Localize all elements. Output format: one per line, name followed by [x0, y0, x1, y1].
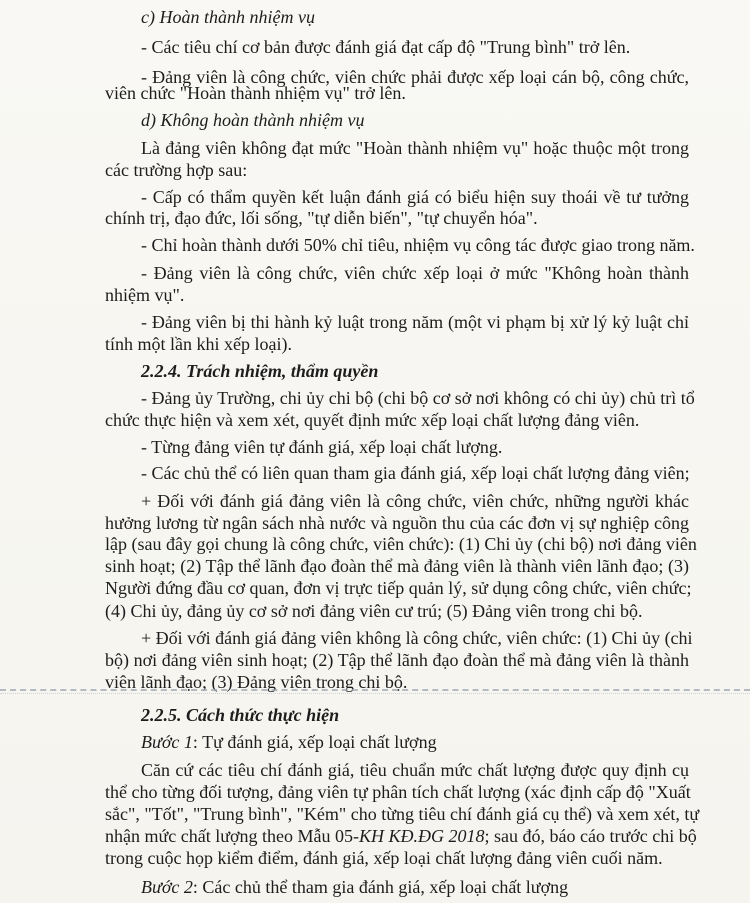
paragraph-line: Căn cứ các tiêu chí đánh giá, tiêu chuẩn mức chất lượng được quy định cụ: [141, 760, 689, 780]
step-2-label: Bước 2: [141, 877, 193, 897]
step-1-text: : Tự đánh giá, xếp loại chất lượng: [192, 732, 437, 752]
paragraph-line: (4) Chi ủy, đảng ủy cơ sở nơi đảng viên cư trú; (5) Đảng viên trong chi bộ.: [105, 601, 643, 621]
page-break-divider: [0, 689, 750, 691]
paragraph-line: viên chức "Hoàn thành nhiệm vụ" trở lên.: [105, 83, 406, 103]
paragraph-line: - Đảng viên là công chức, viên chức phải được xếp loại cán bộ, công chức,: [141, 67, 689, 87]
paragraph-line: các trường hợp sau:: [105, 160, 248, 180]
paragraph-line: thể cho từng đối tượng, đảng viên tự phân tích chất lượng (xác định cấp độ "Xuất: [105, 782, 691, 802]
paragraph-line: - Các chủ thể có liên quan tham gia đánh giá, xếp loại chất lượng đảng viên;: [141, 463, 690, 483]
paragraph-line: chính trị, đạo đức, lối sống, "tự diễn biến", "tự chuyển hóa".: [105, 208, 538, 228]
paragraph-line: viên lãnh đạo; (3) Đảng viên trong chi bộ.: [105, 672, 408, 692]
step-2-text: : Các chủ thể tham gia đánh giá, xếp loại chất lượng: [192, 877, 569, 897]
form-line-after: ; sau đó, báo cáo trước chi bộ: [484, 826, 697, 846]
paragraph-line: - Đảng ủy Trường, chi ủy chi bộ (chi bộ cơ sở nơi không có chi ủy) chủ trì tổ: [141, 388, 695, 408]
paragraph-line: - Từng đảng viên tự đánh giá, xếp loại chất lượng.: [141, 437, 503, 457]
heading-d: d) Không hoàn thành nhiệm vụ: [141, 110, 365, 130]
paragraph-line: chức thực hiện và xem xét, quyết định mức xếp loại chất lượng đảng viên.: [105, 410, 640, 430]
step-1-line: [141, 731, 437, 753]
paragraph-line: - Đảng viên là công chức, viên chức xếp loại ở mức "Không hoàn thành: [141, 263, 689, 283]
paragraph-line: bộ) nơi đảng viên sinh hoạt; (2) Tập thể lãnh đạo đoàn thể mà đảng viên là thành: [105, 650, 689, 670]
paragraph-line: sắc", "Tốt", "Trung bình", "Kém" cho từng tiêu chí đánh giá cụ thể) và xem xét, tự: [105, 804, 700, 824]
paragraph-line: - Cấp có thẩm quyền kết luận đánh giá có biểu hiện suy thoái về tư tưởng: [141, 187, 689, 207]
paragraph-line: hưởng lương từ ngân sách nhà nước và nguồn thu của các đơn vị sự nghiệp công: [105, 513, 689, 533]
paragraph-line: + Đối với đánh giá đảng viên là công chức, viên chức, những người khác: [141, 491, 689, 511]
form-line-before: nhận mức chất lượng theo Mẫu 05-: [105, 826, 359, 846]
section-heading-2-2-5: 2.2.5. Cách thức thực hiện: [141, 705, 340, 725]
paragraph-line: lập (sau đây gọi chung là công chức, viên chức): (1) Chi ủy (chi bộ) nơi đảng viên: [105, 534, 697, 554]
paragraph-line: nhiệm vụ".: [105, 285, 185, 305]
paragraph-line: - Đảng viên bị thi hành kỷ luật trong năm (một vi phạm bị xử lý kỷ luật chỉ: [141, 312, 689, 332]
paragraph-line: Là đảng viên không đạt mức "Hoàn thành nhiệm vụ" hoặc thuộc một trong: [141, 138, 689, 158]
paragraph-line: trong cuộc họp kiểm điểm, đánh giá, xếp loại chất lượng đảng viên cuối năm.: [105, 848, 663, 868]
heading-c: c) Hoàn thành nhiệm vụ: [141, 7, 315, 27]
paragraph-line: tính một lần khi xếp loại).: [105, 334, 292, 354]
paragraph-line: - Chỉ hoàn thành dưới 50% chỉ tiêu, nhiệm vụ công tác được giao trong năm.: [141, 235, 695, 255]
step-2-line: [141, 876, 568, 898]
paragraph-line: Người đứng đầu cơ quan, đơn vị trực tiếp quản lý, sử dụng công chức, viên chức;: [105, 578, 692, 598]
step-1-label: Bước 1: [141, 732, 193, 752]
paragraph-line: [105, 825, 697, 847]
section-heading-2-2-4: 2.2.4. Trách nhiệm, thẩm quyền: [141, 361, 379, 381]
page-break-divider: [0, 693, 750, 694]
paragraph-line: sinh hoạt; (2) Tập thể lãnh đạo đoàn thể mà đảng viên là thành viên lãnh đạo; (3): [105, 556, 689, 576]
paragraph-line: - Các tiêu chí cơ bản được đánh giá đạt cấp độ "Trung bình" trở lên.: [141, 37, 631, 57]
paragraph-line: + Đối với đánh giá đảng viên không là công chức, viên chức: (1) Chi ủy (chi: [141, 628, 693, 648]
form-reference: KH KĐ.ĐG 2018: [358, 826, 485, 846]
